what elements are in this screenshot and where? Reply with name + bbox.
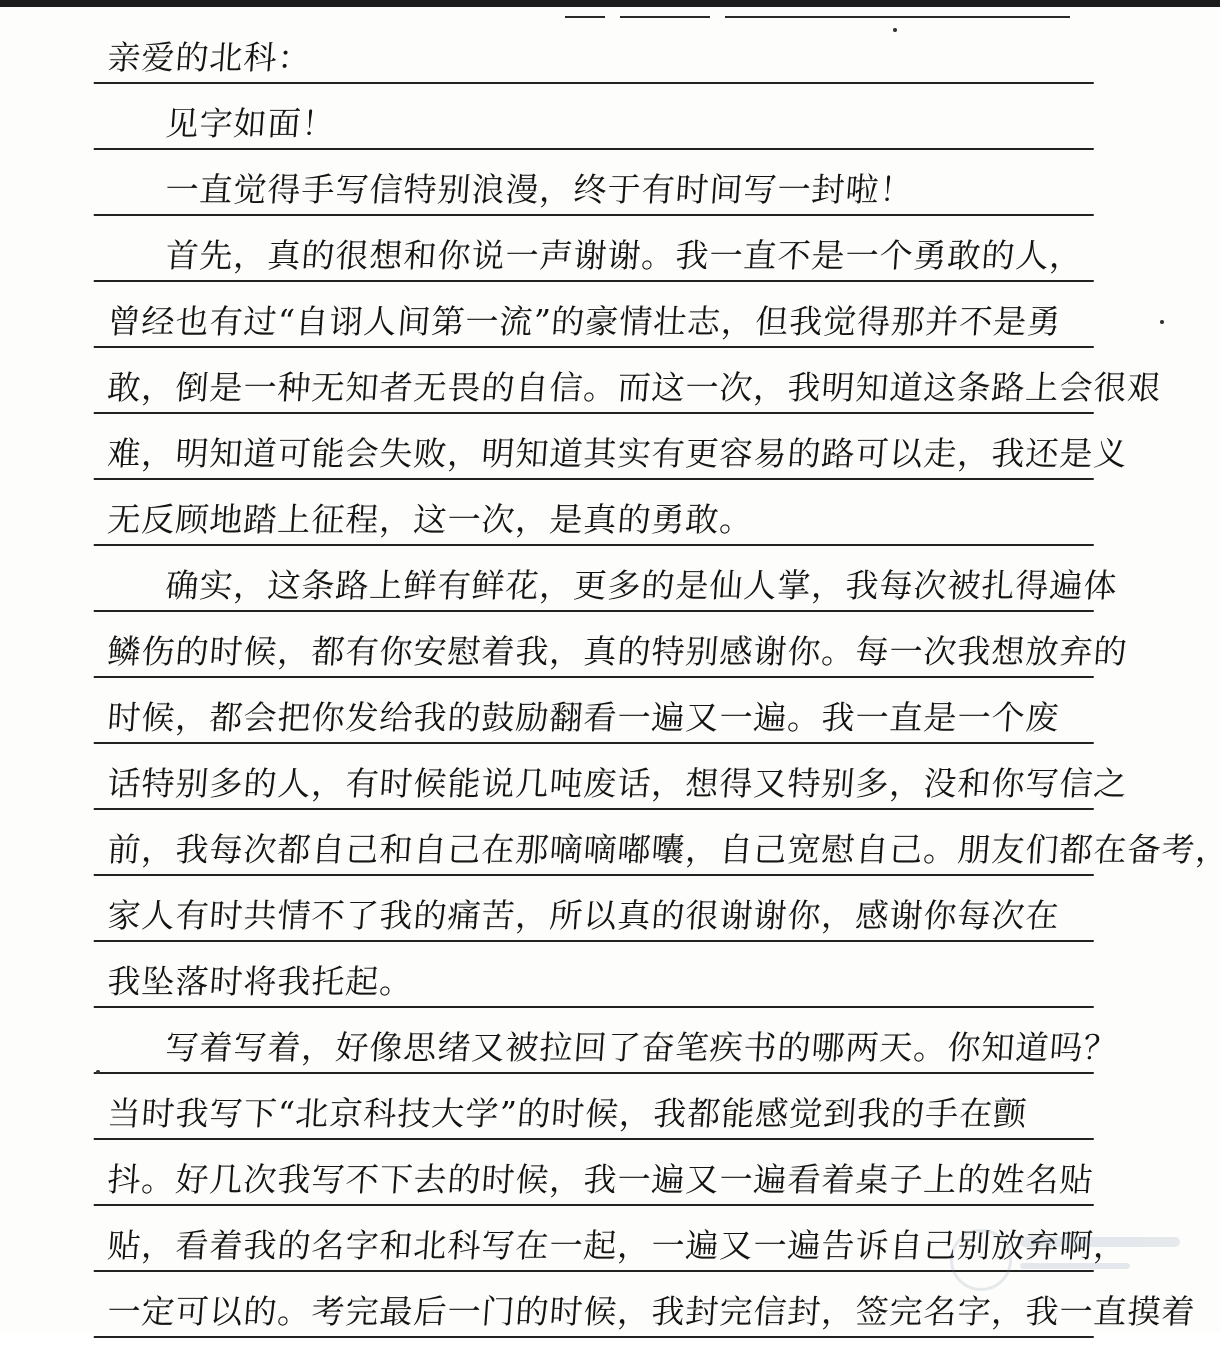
watermark-seal-icon xyxy=(950,1229,1012,1291)
letter-line: 写着写着，好像思绪又被拉回了奋笔疾书的哪两天。你知道吗？ xyxy=(94,1008,1099,1074)
letter-line: 曾经也有过“自诩人间第一流”的豪情壮志，但我觉得那并不是勇 xyxy=(94,282,1099,348)
letter-line: 首先，真的很想和你说一声谢谢。我一直不是一个勇敢的人， xyxy=(94,216,1099,282)
letter-line: 一直觉得手写信特别浪漫，终于有时间写一封啦！ xyxy=(94,150,1099,216)
letter-line: 无反顾地踏上征程，这一次，是真的勇敢。 xyxy=(94,480,1099,546)
watermark-logo xyxy=(950,1223,1190,1293)
watermark-text-mark xyxy=(1020,1263,1130,1269)
ink-speck xyxy=(1160,320,1164,324)
letter-line: 一定可以的。考完最后一门的时候，我封完信封，签完名字，我一直摸着 xyxy=(94,1272,1099,1338)
letter-salutation: 亲爱的北科： xyxy=(94,18,1099,84)
letter-line: 难，明知道可能会失败，明知道其实有更容易的路可以走，我还是义 xyxy=(94,414,1099,480)
handwritten-letter xyxy=(96,18,1231,1338)
letter-line: 贴，看着我的名字和北科写在一起，一遍又一遍告诉自己别放弃啊， xyxy=(94,1206,1099,1272)
letter-line: 家人有时共情不了我的痛苦，所以真的很谢谢你，感谢你每次在 xyxy=(94,876,1099,942)
letter-line: 敢，倒是一种无知者无畏的自信。而这一次，我明知道这条路上会很艰 xyxy=(94,348,1099,414)
ink-speck xyxy=(96,1070,100,1074)
watermark-text-mark xyxy=(1020,1237,1180,1247)
letter-line: 话特别多的人，有时候能说几吨废话，想得又特别多，没和你写信之 xyxy=(94,744,1099,810)
letter-line: 当时我写下“北京科技大学”的时候，我都能感觉到我的手在颤 xyxy=(94,1074,1099,1140)
letter-line: 见字如面！ xyxy=(94,84,1099,150)
letter-line: 鳞伤的时候，都有你安慰着我，真的特别感谢你。每一次我想放弃的 xyxy=(94,612,1099,678)
letter-line: 确实，这条路上鲜有鲜花，更多的是仙人掌，我每次被扎得遍体 xyxy=(94,546,1099,612)
letter-line: 时候，都会把你发给我的鼓励翻看一遍又一遍。我一直是一个废 xyxy=(94,678,1099,744)
top-edge-shadow xyxy=(0,0,1220,7)
letter-line: 抖。好几次我写不下去的时候，我一遍又一遍看着桌子上的姓名贴 xyxy=(94,1140,1099,1206)
letter-line: 我坠落时将我托起。 xyxy=(94,942,1099,1008)
letter-line: 前，我每次都自己和自己在那嘀嘀嘟囔，自己宽慰自己。朋友们都在备考， xyxy=(94,810,1099,876)
ink-speck xyxy=(893,28,897,32)
